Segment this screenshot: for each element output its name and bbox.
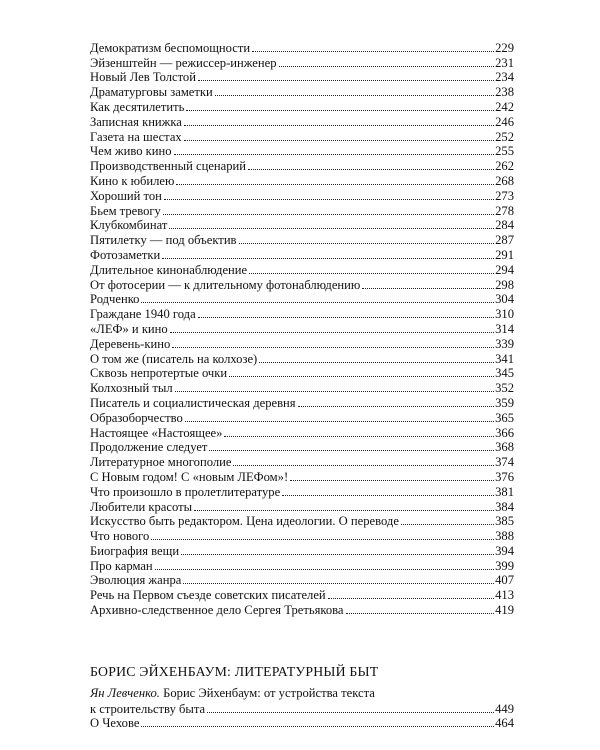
leader-dots xyxy=(186,100,494,111)
entry-title: Демократизм беспомощности xyxy=(90,40,251,55)
entry-page-number: 246 xyxy=(495,114,514,129)
leader-dots xyxy=(184,115,494,126)
entry-page-number: 407 xyxy=(495,573,514,588)
toc-entry xyxy=(90,395,514,410)
toc-entry xyxy=(90,232,514,247)
leader-dots xyxy=(259,352,494,363)
entry-title: Деревень-кино xyxy=(90,336,171,351)
entry-title: Эволюция жанра xyxy=(90,573,182,588)
leader-dots xyxy=(141,292,494,303)
entry-page-number: 394 xyxy=(495,543,514,558)
entry-title: Что произошло в пролетлитературе xyxy=(90,484,281,499)
leader-dots xyxy=(183,573,494,584)
toc-entry xyxy=(90,99,514,114)
toc-entry xyxy=(90,336,514,351)
toc-entry xyxy=(90,587,514,602)
entry-page-number: 399 xyxy=(495,558,514,573)
section-title: БОРИС ЭЙХЕНБАУМ: ЛИТЕРАТУРНЫЙ БЫТ xyxy=(90,664,379,679)
entry-title: Эйзенштейн — режиссер-инженер xyxy=(90,55,277,70)
entry-page-number: 242 xyxy=(495,99,514,114)
leader-dots xyxy=(164,189,494,200)
toc-entry xyxy=(90,129,514,144)
leader-dots xyxy=(141,716,494,727)
entry-title: Фотозаметки xyxy=(90,247,161,262)
intro-title-line2: к строительству быта xyxy=(90,701,206,716)
entry-page-number: 255 xyxy=(495,144,514,159)
toc-entry xyxy=(90,247,514,262)
leader-dots xyxy=(298,396,495,407)
leader-dots xyxy=(233,455,494,466)
leader-dots xyxy=(207,702,494,713)
leader-dots xyxy=(209,440,494,451)
entry-page-number: 381 xyxy=(495,484,514,499)
entry-title: Речь на Первом съезде советских писателей xyxy=(90,588,326,603)
toc-entry xyxy=(90,84,514,99)
entry-title: О Чехове xyxy=(90,716,140,731)
intro-author: Ян Левченко. xyxy=(90,686,160,700)
entry-page-number: 365 xyxy=(495,410,514,425)
toc-entry xyxy=(90,380,514,395)
intro-entry-line1 xyxy=(90,686,514,701)
entry-page-number: 376 xyxy=(495,469,514,484)
entry-title: Любители красоты xyxy=(90,499,193,514)
entry-page-number: 368 xyxy=(495,440,514,455)
leader-dots xyxy=(215,85,494,96)
toc-entry xyxy=(90,716,514,731)
entry-page-number: 341 xyxy=(495,351,514,366)
toc-entry xyxy=(90,158,514,173)
toc-entry xyxy=(90,558,514,573)
entry-page-number: 252 xyxy=(495,129,514,144)
entry-title: О том же (писатель на колхозе) xyxy=(90,351,258,366)
entry-title: Граждане 1940 года xyxy=(90,307,196,322)
leader-dots xyxy=(248,159,494,170)
entry-title: Родченко xyxy=(90,292,140,307)
entry-title: Чем живо кино xyxy=(90,144,172,159)
toc-entry xyxy=(90,188,514,203)
leader-dots xyxy=(362,278,494,289)
entry-title: Колхозный тыл xyxy=(90,381,173,396)
entry-title: Производственный сценарий xyxy=(90,159,247,174)
toc-entry xyxy=(90,454,514,469)
entry-page-number: 345 xyxy=(495,366,514,381)
entry-page-number: 278 xyxy=(495,203,514,218)
leader-dots xyxy=(279,56,495,67)
entry-title: Газета на шестах xyxy=(90,129,182,144)
toc-entry xyxy=(90,573,514,588)
entry-title: Литературное многополие xyxy=(90,455,232,470)
leader-dots xyxy=(346,603,495,614)
entry-title: Искусство быть редактором. Цена идеологии. О переводе xyxy=(90,514,399,529)
toc-entry xyxy=(90,351,514,366)
toc-entry xyxy=(90,306,514,321)
leader-dots xyxy=(224,426,494,437)
leader-dots xyxy=(282,485,494,496)
entry-page-number: 366 xyxy=(495,425,514,440)
entry-title: Новый Лев Толстой xyxy=(90,70,196,85)
entry-title: Про карман xyxy=(90,558,153,573)
entry-page-number: 388 xyxy=(495,529,514,544)
toc-entry xyxy=(90,292,514,307)
toc-entry xyxy=(90,602,514,617)
entry-page-number: 374 xyxy=(495,455,514,470)
leader-dots xyxy=(175,381,494,392)
leader-dots xyxy=(185,411,494,422)
toc-entry xyxy=(90,484,514,499)
leader-dots xyxy=(401,514,494,525)
entry-title: Хороший тон xyxy=(90,188,162,203)
entry-page-number: 359 xyxy=(495,395,514,410)
table-of-contents xyxy=(90,40,514,617)
entry-title: Кино к юбилею xyxy=(90,173,175,188)
toc-entry xyxy=(90,543,514,558)
entry-title: Бьем тревогу xyxy=(90,203,161,218)
entry-page-number: 234 xyxy=(495,70,514,85)
entry-title: Драматурговы заметки xyxy=(90,85,213,100)
entry-title: С Новым годом! С «новым ЛЕФом»! xyxy=(90,469,289,484)
leader-dots xyxy=(170,322,494,333)
toc-entry xyxy=(90,144,514,159)
entry-title: Писатель и социалистическая деревня xyxy=(90,395,296,410)
entry-title: Пятилетку — под объектив xyxy=(90,233,237,248)
toc-entry xyxy=(90,514,514,529)
section-entries xyxy=(90,686,514,730)
toc-entry xyxy=(90,528,514,543)
leader-dots xyxy=(249,263,494,274)
entry-page-number: 294 xyxy=(495,262,514,277)
leader-dots xyxy=(194,500,494,511)
leader-dots xyxy=(198,70,494,81)
leader-dots xyxy=(184,130,494,141)
entry-page-number: 229 xyxy=(495,40,514,55)
leader-dots xyxy=(163,204,494,215)
toc-entry xyxy=(90,425,514,440)
toc-entry xyxy=(90,70,514,85)
leader-dots xyxy=(252,41,494,52)
toc-entry xyxy=(90,277,514,292)
entry-title: Настоящее «Настоящее» xyxy=(90,425,223,440)
leader-dots xyxy=(290,470,494,481)
entry-page-number: 304 xyxy=(495,292,514,307)
intro-title-line1: Борис Эйхенбаум: от устройства текста xyxy=(159,686,375,700)
intro-entry-line2 xyxy=(90,701,514,716)
entry-page-number: 419 xyxy=(495,603,514,618)
leader-dots xyxy=(229,366,494,377)
entry-page-number: 352 xyxy=(495,381,514,396)
leader-dots xyxy=(176,174,494,185)
entry-page-number: 310 xyxy=(495,307,514,322)
entry-title: Клубкомбинат xyxy=(90,218,168,233)
leader-dots xyxy=(169,218,494,229)
entry-title: Продолжение следует xyxy=(90,440,208,455)
entry-page-number: 385 xyxy=(495,514,514,529)
leader-dots xyxy=(151,529,494,540)
toc-entry xyxy=(90,262,514,277)
toc-entry xyxy=(90,40,514,55)
entry-page-number: 384 xyxy=(495,499,514,514)
entry-title: «ЛЕФ» и кино xyxy=(90,321,168,336)
entry-page-number: 262 xyxy=(495,159,514,174)
leader-dots xyxy=(155,559,494,570)
entry-title: Длительное кинонаблюдение xyxy=(90,262,248,277)
entry-page-number: 231 xyxy=(495,55,514,70)
entry-title: Биография вещи xyxy=(90,543,180,558)
entry-page-number: 287 xyxy=(495,233,514,248)
toc-entry xyxy=(90,173,514,188)
intro-page-number: 449 xyxy=(495,701,514,716)
toc-entry xyxy=(90,218,514,233)
toc-entry xyxy=(90,469,514,484)
toc-entry xyxy=(90,499,514,514)
entry-page-number: 464 xyxy=(495,716,514,731)
entry-page-number: 273 xyxy=(495,188,514,203)
toc-entry xyxy=(90,440,514,455)
entry-title: Образоборчество xyxy=(90,410,183,425)
toc-entry xyxy=(90,366,514,381)
toc-entry xyxy=(90,203,514,218)
entry-page-number: 413 xyxy=(495,588,514,603)
toc-entry xyxy=(90,55,514,70)
entry-page-number: 238 xyxy=(495,85,514,100)
entry-page-number: 284 xyxy=(495,218,514,233)
leader-dots xyxy=(198,307,494,318)
entry-title: Сквозь непротертые очки xyxy=(90,366,228,381)
leader-dots xyxy=(181,544,494,555)
leader-dots xyxy=(172,337,494,348)
entry-page-number: 291 xyxy=(495,247,514,262)
entry-page-number: 339 xyxy=(495,336,514,351)
entry-title: Как десятилетить xyxy=(90,99,185,114)
toc-entry xyxy=(90,321,514,336)
entry-page-number: 298 xyxy=(495,277,514,292)
leader-dots xyxy=(328,588,494,599)
leader-dots xyxy=(239,233,495,244)
toc-entry xyxy=(90,114,514,129)
entry-title: Записная книжка xyxy=(90,114,182,129)
leader-dots xyxy=(162,248,494,259)
section-list xyxy=(90,716,514,731)
entry-title: Что нового xyxy=(90,529,150,544)
entry-page-number: 314 xyxy=(495,321,514,336)
entry-page-number: 268 xyxy=(495,173,514,188)
entry-title: Архивно-следственное дело Сергея Третьякова xyxy=(90,603,344,618)
leader-dots xyxy=(174,144,495,155)
toc-entry xyxy=(90,410,514,425)
entry-title: От фотосерии — к длительному фотонаблюдению xyxy=(90,277,361,292)
